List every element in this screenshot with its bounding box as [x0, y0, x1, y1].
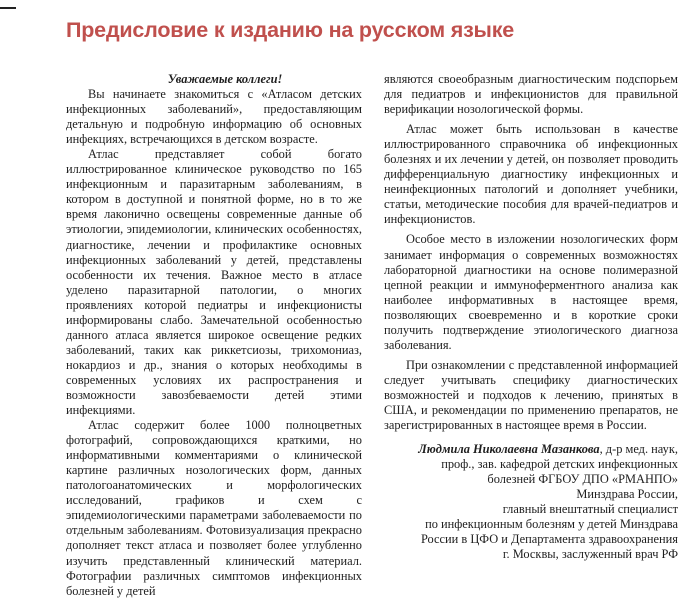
- left-column: [66, 72, 362, 599]
- corner-mark: [0, 7, 16, 9]
- paragraph-photographs: Атлас содержит более 1000 полноцветных фотографий, сопровождающихся краткими, но информативными комментариями о клинической картине различных нозологических форм, данных патологоанатомических и морфологических исследований, графиков и схем с эпидемиологическими параметрами заболеваемости по отдельным заболеваниям. Фотовизуализация прекрасно дополняет текст атласа и позволяет более углубленно изучить представленный клинический материал. Фотографии различных симптомов инфекционных болезней у детей: [66, 418, 362, 598]
- paragraph-lab-diagnostics: Особое место в изложении нозологических форм занимает информация о современных возможностях лабораторной диагностики на основе полимеразной цепной реакции и иммуноферментного анализа как наиболее информативных в настоящее время, позволяющих своевременно и в короткие сроки получить подтверждение этиологического диагноза заболевания.: [384, 232, 678, 352]
- signature-name: Людмила Николаевна Мазанкова: [418, 442, 600, 456]
- signature-line: по инфекционным болезням у детей Минздрава: [425, 517, 678, 532]
- signature-line: проф., зав. кафедрой детских инфекционных: [441, 457, 678, 472]
- signature-line: России в ЦФО и Департамента здравоохранения: [420, 532, 678, 547]
- signature-degree: , д-р мед. наук,: [599, 442, 678, 456]
- signature-line: главный внештатный специалист: [502, 502, 678, 517]
- right-column: [384, 72, 678, 433]
- paragraph-continuation: являются своеобразным диагностическим подспорьем для педиатров и инфекционистов для правильной верификации нозологической формы.: [384, 72, 678, 117]
- page-title: Предисловие к изданию на русском языке: [66, 18, 515, 42]
- paragraph-reference-use: Атлас может быть использован в качестве иллюстрированного справочника об инфекционных болезнях и их лечении у детей, он позволяет проводить дифференциальную диагностику инфекционных и неинфекционных патологий и дополняет учебники, статьи, методические пособия для врачей-педиатров и инфекционистов.: [384, 122, 678, 227]
- paragraph-intro: Вы начинаете знакомиться с «Атласом детских инфекционных заболеваний», предоставляющим детальную и подробную информацию об основных инфекциях, встречающихся в детском возрасте.: [66, 87, 362, 147]
- paragraph-usa-specifics: При ознакомлении с представленной информацией следует учитывать специфику диагностических возможностей и подходов к лечению, принятых в США, и рекомендации по применению препаратов, не зарегистрированных в настоящее время в России.: [384, 357, 678, 433]
- paragraph-atlas-description: Атлас представляет собой богато иллюстрированное клиническое руководство по 165 инфекционным и паразитарным заболеваниям, в котором в доступной и понятной форме, но в то же время лаконично освещены современные данные об этиологии, эпидемиологии, клинических особенностях, диагностике, лечении и профилактике основных инфекционных заболеваний у детей, представлены особенности их течения. Важное место в атласе уделено паразитарной патологии, о многих проявлениях которой педиатры и инфекционисты информированы слабо. Замечательной особенностью данного атласа является широкое освещение редких заболеваний, таких как риккетсиозы, трихомониаз, нокардиоз и др., знания о которых необходимы в современных условиях их распространения и возможности завозбеваемости детей этими инфекциями.: [66, 147, 362, 418]
- signature-block: [384, 442, 678, 562]
- signature-line: болезней ФГБОУ ДПО «РМАНПО»: [487, 472, 678, 487]
- salutation: Уважаемые коллеги!: [167, 72, 283, 86]
- signature-line: Минздрава России,: [576, 487, 678, 502]
- signature-name-line: [384, 442, 678, 457]
- signature-line: г. Москвы, заслуженный врач РФ: [502, 547, 678, 562]
